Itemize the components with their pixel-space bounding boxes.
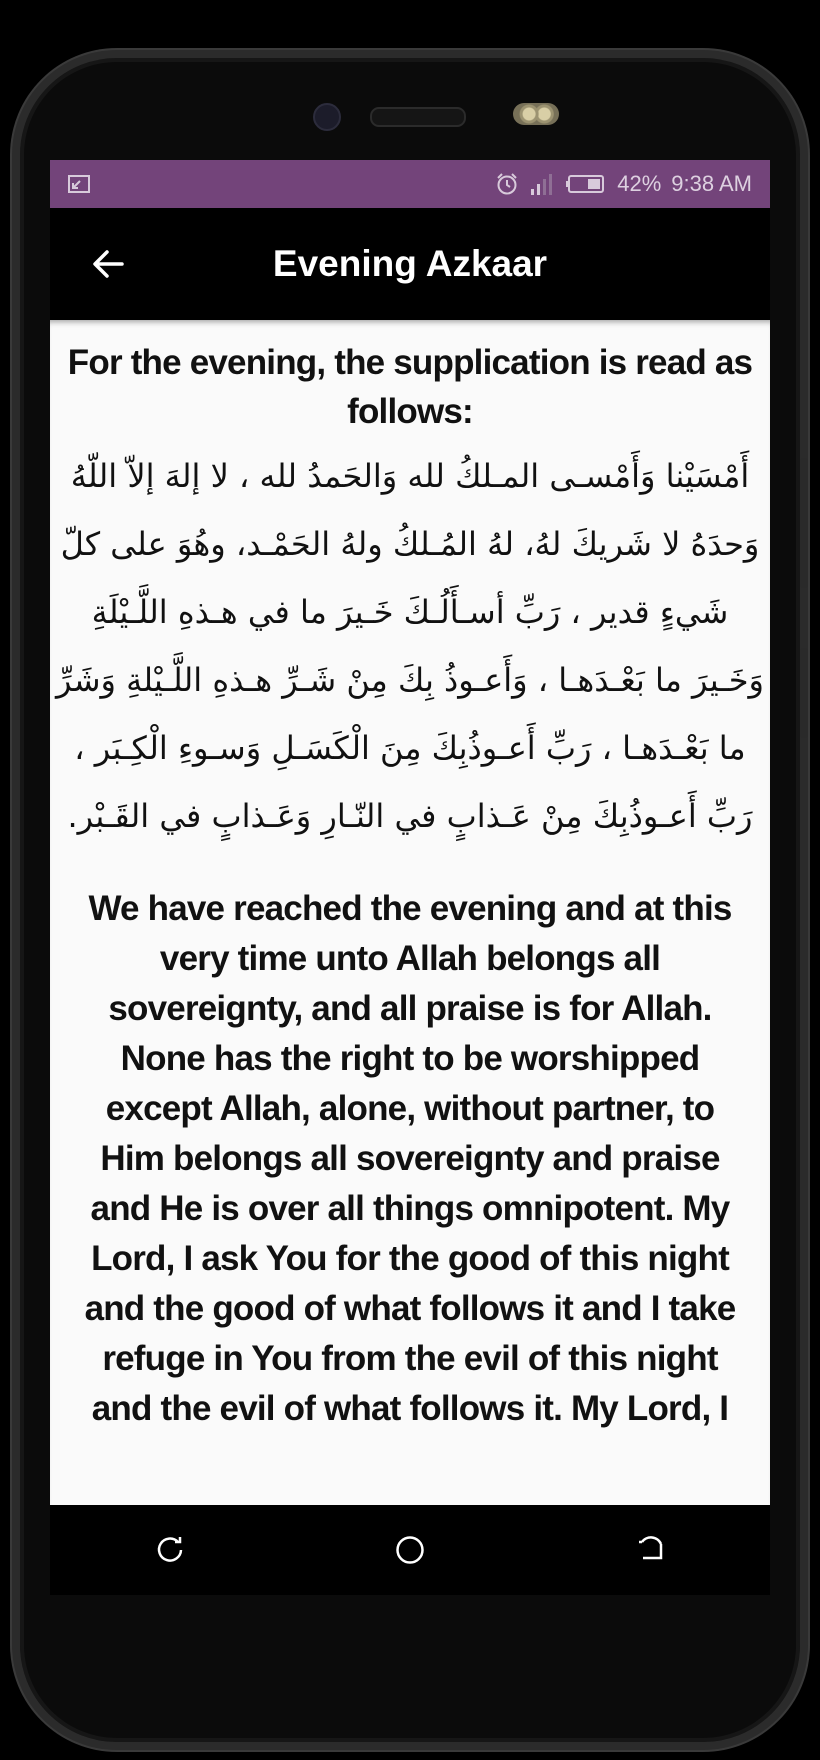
battery-icon — [565, 173, 607, 195]
back-icon — [633, 1533, 667, 1567]
status-icons — [495, 171, 752, 197]
signal-icon — [529, 171, 555, 197]
status-bar — [50, 160, 770, 208]
page-title: Evening Azkaar — [272, 243, 548, 284]
battery-percentage: 42% — [617, 171, 662, 196]
recent-apps-button[interactable] — [142, 1522, 198, 1578]
arabic-supplication: أَمْسَيْنا وَأَمْسـى المـلكُ لله وَالحَمدُ لله ، لا إلهَ إلاّ اللّهُ وَحدَهُ لا شَريكَ لهُ، لهُ المُـلكُ ولهُ الحَمْـد، وهُوَ على كلّ شَيءٍ قدير ، رَبِّ أسـأَلُـكَ خَـيرَ ما في هـذهِ اللَّـيْلَةِ وَخَـيرَ ما بَعْـدَهـا ، وَأَعـوذُ بِكَ مِنْ شَـرِّ هـذهِ اللَّـيْلةِ وَشَرِّ ما بَعْـدَهـا ، رَبِّ أَعـوذُبِكَ مِنَ الْكَسَـلِ وَسـوءِ الْكِـبَر ، رَبِّ أَعـوذُبِكَ مِنْ عَـذابٍ في النّـارِ وَعَـذابٍ في القَـبْر. — [56, 457, 764, 835]
recent-apps-icon — [153, 1533, 187, 1567]
app-bar — [50, 208, 770, 320]
azkaar-content[interactable] — [50, 320, 770, 1505]
arrow-left-icon — [90, 246, 126, 282]
volume-button — [800, 458, 808, 588]
english-translation: We have reached the evening and at this very time unto Allah belongs all sovereignty, and all praise is for Allah. None has the right to be worshipped except Allah, alone, without partner, to Him belongs all sovereignty and praise and He is over all things omnipotent. My Lord, I ask You for the good of this night and the good of what follows it and I take refuge in You from the evil of this night and the evil of what follows it. My Lord, I — [84, 889, 736, 1428]
home-icon — [393, 1533, 427, 1567]
alarm-icon — [495, 172, 519, 196]
clock-time: 9:38 AM — [671, 171, 752, 196]
intro-text: For the evening, the supplication is read as follows: — [67, 343, 753, 431]
front-flash — [513, 103, 559, 125]
home-button[interactable] — [382, 1522, 438, 1578]
front-camera — [313, 103, 341, 131]
power-button — [800, 648, 808, 738]
nav-back-button[interactable] — [622, 1522, 678, 1578]
screen — [50, 160, 770, 1505]
screenshot-icon — [68, 175, 90, 193]
back-button[interactable] — [78, 234, 138, 294]
navigation-bar — [50, 1505, 770, 1595]
earpiece-speaker — [370, 107, 466, 127]
